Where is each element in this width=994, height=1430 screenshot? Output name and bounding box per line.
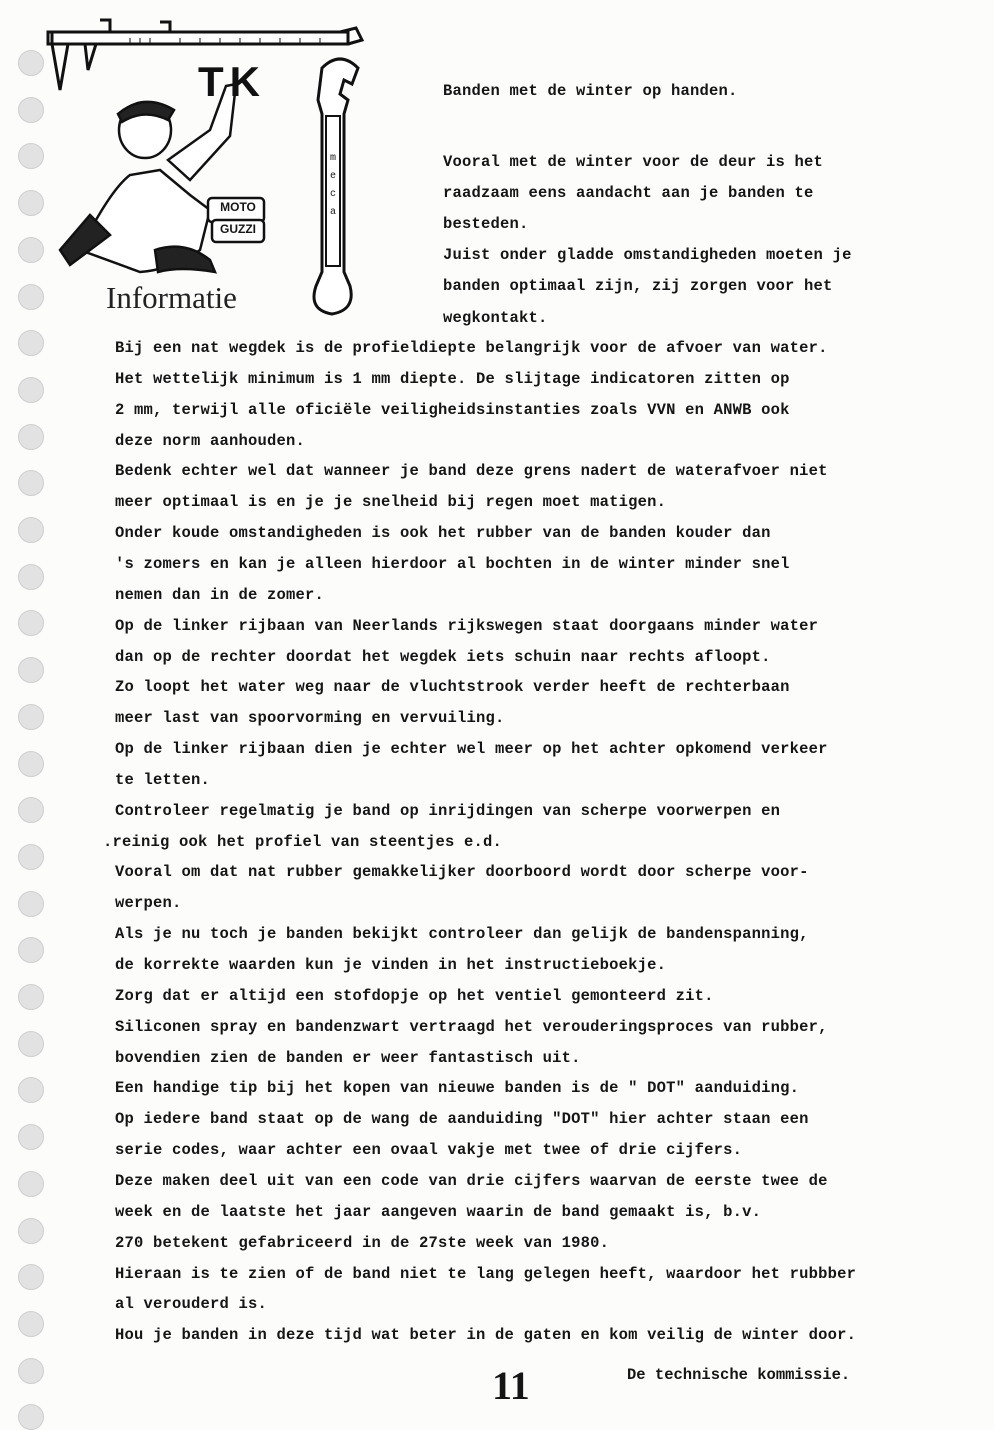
body-line: te letten.: [115, 770, 211, 789]
punch-hole: [18, 330, 44, 356]
body-line: 270 betekent gefabriceerd in de 27ste week van 1980.: [115, 1233, 610, 1252]
body-line: de korrekte waarden kun je vinden in het instructieboekje.: [115, 956, 667, 974]
punch-hole: [18, 470, 44, 496]
body-line: week en de laatste het jaar aangeven waarin de band gemaakt is, b.v.: [115, 1202, 762, 1221]
punch-hole: [18, 891, 44, 917]
punch-hole: [18, 1124, 44, 1150]
punch-hole: [18, 704, 44, 730]
page-number: 11: [492, 1363, 530, 1408]
body-line: nemen dan in de zomer.: [115, 585, 325, 604]
punch-hole: [18, 1404, 44, 1430]
intro-line: wegkontakt.: [443, 309, 548, 327]
body-line: Zorg dat er altijd een stofdopje op het ventiel gemonteerd zit.: [115, 986, 714, 1005]
body-line: Het wettelijk minimum is 1 mm diepte. De slijtage indicatoren zitten op: [115, 369, 790, 388]
body-line: meer last van spoorvorming en vervuiling.: [115, 709, 505, 728]
mechanic-figure-icon: [60, 84, 264, 272]
tk-logo-illustration: [40, 10, 380, 320]
body-line: Op de linker rijbaan van Neerlands rijkswegen staat doorgaans minder water: [115, 616, 819, 635]
body-line: Een handige tip bij het kopen van nieuwe banden is de " DOT" aanduiding.: [115, 1079, 800, 1098]
punch-hole: [18, 937, 44, 963]
body-line: Deze maken deel uit van een code van drie cijfers waarvan de eerste twee de: [115, 1171, 828, 1190]
punch-hole: [18, 751, 44, 777]
body-line: Hou je banden in deze tijd wat beter in de gaten en kom veilig de winter door.: [115, 1326, 857, 1345]
punch-hole: [18, 1077, 44, 1103]
punch-hole: [18, 1264, 44, 1290]
logo-letters: TK: [198, 58, 266, 105]
signature: De technische kommissie.: [627, 1366, 851, 1384]
body-line: Controleer regelmatig je band op inrijdingen van scherpe voorwerpen en: [115, 801, 781, 820]
section-label: Informatie: [106, 280, 237, 315]
wrench-label: meca: [330, 153, 337, 218]
body-line: Onder koude omstandigheden is ook het rubber van de banden kouder dan: [115, 524, 771, 543]
punch-hole: [18, 844, 44, 870]
article-title: Banden met de winter op handen.: [443, 82, 738, 100]
punch-hole: [18, 1218, 44, 1244]
punch-hole: [18, 657, 44, 683]
body-line: 2 mm, terwijl alle oficiële veiligheidsinstanties zoals VVN en ANWB ook: [115, 400, 790, 419]
punch-hole: [18, 610, 44, 636]
body-line: bovendien zien de banden er weer fantastisch uit.: [115, 1048, 581, 1067]
body-line: meer optimaal is en je je snelheid bij regen moet matigen.: [115, 493, 667, 512]
intro-line: banden optimaal zijn, zij zorgen voor het: [443, 277, 833, 295]
body-line: Als je nu toch je banden bekijkt controleer dan gelijk de bandenspanning,: [115, 925, 809, 944]
body-line: Bij een nat wegdek is de profieldiepte belangrijk voor de afvoer van water.: [115, 339, 828, 357]
punch-hole: [18, 1171, 44, 1197]
body-line: Op iedere band staat op de wang de aanduiding "DOT" hier achter staan een: [115, 1110, 809, 1129]
body-line: Bedenk echter wel dat wanneer je band deze grens nadert de waterafvoer niet: [115, 462, 828, 481]
intro-line: besteden.: [443, 215, 529, 233]
body-line: dan op de rechter doordat het wegdek iets schuin naar rechts afloopt.: [115, 647, 771, 666]
body-line: Zo loopt het water weg naar de vluchtstrook verder heeft de rechterbaan: [115, 678, 790, 697]
brand-label: MOTO GUZZI: [220, 200, 256, 236]
punch-hole: [18, 984, 44, 1010]
body-line: 's zomers en kan je alleen hierdoor al bochten in de winter minder snel: [115, 554, 790, 573]
body-line: .reinig ook het profiel van steentjes e.d.: [103, 832, 503, 851]
punch-hole: [18, 517, 44, 543]
intro-line: Vooral met de winter voor de deur is het: [443, 153, 824, 171]
body-line: deze norm aanhouden.: [115, 431, 306, 450]
punch-hole: [18, 564, 44, 590]
body-line: Vooral om dat nat rubber gemakkelijker doorboord wordt door scherpe voor-: [115, 863, 809, 882]
punch-hole: [18, 377, 44, 403]
punch-hole: [18, 1358, 44, 1384]
body-line: werpen.: [115, 894, 182, 913]
body-line: serie codes, waar achter een ovaal vakje met twee of drie cijfers.: [115, 1141, 743, 1160]
punch-hole: [18, 1311, 44, 1337]
body-line: Op de linker rijbaan dien je echter wel meer op het achter opkomend verkeer: [115, 740, 828, 759]
body-line: Hieraan is te zien of de band niet te lang gelegen heeft, waardoor het rubbber: [115, 1264, 857, 1283]
punch-hole: [18, 424, 44, 450]
body-line: Siliconen spray en bandenzwart vertraagd het verouderingsproces van rubber,: [115, 1017, 828, 1036]
intro-line: raadzaam eens aandacht aan je banden te: [443, 184, 814, 202]
punch-hole: [18, 1031, 44, 1057]
punch-hole: [18, 797, 44, 823]
body-line: al verouderd is.: [115, 1295, 268, 1314]
intro-line: Juist onder gladde omstandigheden moeten je: [443, 246, 852, 264]
